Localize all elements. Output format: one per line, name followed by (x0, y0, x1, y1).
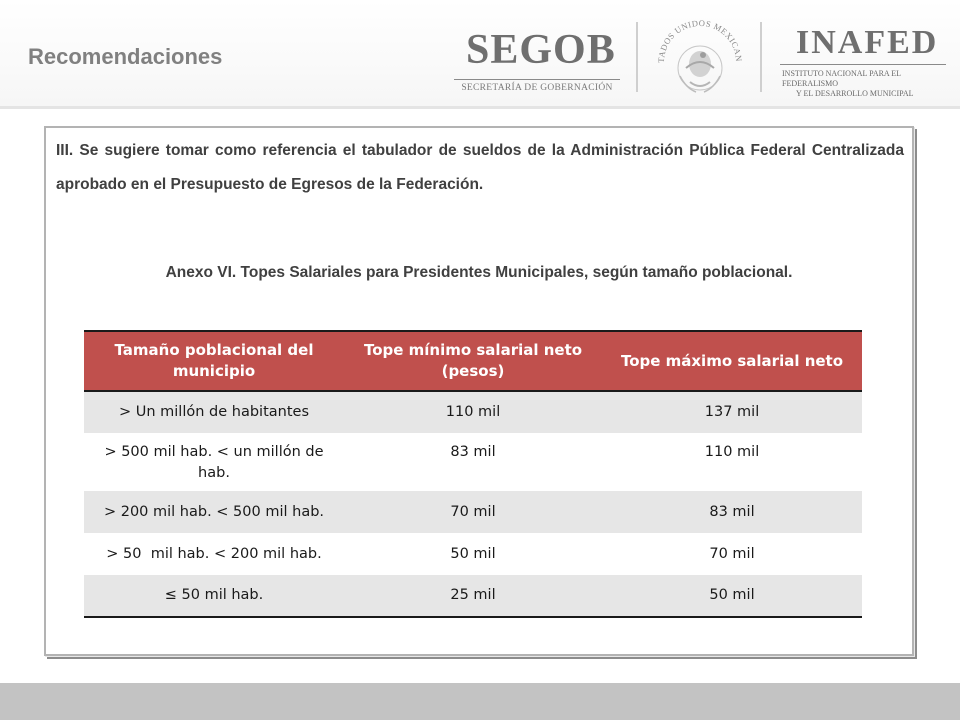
table-row (84, 391, 862, 433)
segob-logo-wordmark: SEGOB (466, 27, 616, 73)
cell-min-salary: 25 mil (344, 575, 602, 617)
cell-population-size: > 200 mil hab. < 500 mil hab. (84, 491, 344, 533)
logo-divider (636, 22, 638, 92)
seal-text: TADOS UNIDOS MEXICAN (655, 18, 745, 64)
cell-min-salary: 83 mil (450, 444, 496, 460)
inafed-logo-rule (780, 64, 946, 65)
cell-min-salary: 50 mil (450, 545, 496, 562)
table-row (84, 575, 862, 617)
table-row (84, 433, 862, 491)
inafed-logo-wordmark: INAFED (796, 24, 939, 61)
cell-max-salary: 137 mil (602, 391, 862, 433)
cell-population-size: > Un millón de habitantes (84, 391, 344, 433)
cell-min-salary: 70 mil (344, 491, 602, 533)
header-max-salary: Tope máximo salarial neto (602, 331, 862, 391)
content-panel (44, 126, 914, 656)
salary-caps-table (84, 330, 862, 618)
segob-logo-rule (454, 79, 620, 80)
table-row (84, 491, 862, 533)
cell-population-size: > 500 mil hab. < un millón de hab. (104, 444, 324, 481)
slide-header (0, 0, 960, 109)
page-title: Recomendaciones (28, 44, 223, 69)
cell-max-salary: 83 mil (602, 491, 862, 533)
recommendation-text: III. Se sugiere tomar como referencia el tabulador de sueldos de la Administración Pública Federal Centralizada aprobado en el Presupuesto de Egresos de la Federación. (56, 142, 904, 193)
cell-population-size: > 50 mil hab. < 200 mil hab. (106, 545, 322, 562)
inafed-subtitle-line-2: Y EL DESARROLLO MUNICIPAL (796, 89, 914, 98)
cell-max-salary: 50 mil (602, 575, 862, 617)
segob-logo-subtitle: SECRETARÍA DE GOBERNACIÓN (461, 83, 613, 93)
logo-divider (760, 22, 762, 92)
cell-population-size: ≤ 50 mil hab. (84, 575, 344, 617)
header-population-size: Tamaño poblacional del municipio (84, 331, 344, 391)
inafed-subtitle-line-1: INSTITUTO NACIONAL PARA EL FEDERALISMO (782, 69, 901, 88)
table-header-row (84, 331, 862, 391)
footer-bar (0, 683, 960, 720)
mexican-coat-of-arms-seal-icon (650, 18, 750, 98)
inafed-logo-subtitle (782, 69, 948, 99)
cell-min-salary: 110 mil (344, 391, 602, 433)
inafed-logo (778, 20, 948, 98)
segob-logo (452, 20, 622, 93)
cell-max-salary: 110 mil (704, 444, 760, 460)
header-min-salary: Tope mínimo salarial neto (pesos) (344, 331, 602, 391)
cell-max-salary: 70 mil (709, 545, 755, 562)
table-caption: Anexo VI. Topes Salariales para Presidentes Municipales, según tamaño poblacional. (165, 264, 793, 281)
table-row (84, 533, 862, 575)
